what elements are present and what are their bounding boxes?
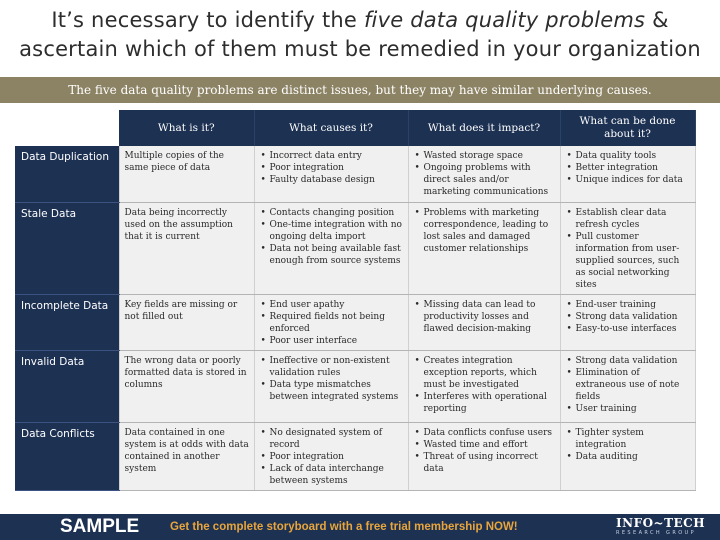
bullet-item: • Wasted time and effort bbox=[424, 439, 556, 451]
title-line1-italic: five data quality problems bbox=[363, 8, 646, 32]
table-row bbox=[15, 202, 695, 294]
table-row bbox=[15, 350, 695, 422]
table-row bbox=[15, 294, 695, 350]
bullet-item: • Incorrect data entry bbox=[270, 150, 404, 162]
header-causes: What causes it? bbox=[254, 110, 408, 146]
bullet-item: • End user apathy bbox=[270, 299, 404, 311]
bullet-item: • Data not being available fast enough from source systems bbox=[270, 243, 404, 267]
title-line1-start: It’s necessary to identify the bbox=[51, 8, 364, 32]
bullet-list bbox=[414, 150, 556, 198]
bullet-list bbox=[566, 150, 691, 186]
bullet-item: • Wasted storage space bbox=[424, 150, 556, 162]
bullet-item: • No designated system of record bbox=[270, 427, 404, 451]
row-problem-name: Data Duplication bbox=[15, 146, 119, 202]
footer-bar bbox=[0, 514, 720, 540]
bullet-item: • Problems with marketing correspondence, leading to lost sales and damaged customer relationships bbox=[424, 207, 556, 255]
bullet-item: • Poor integration bbox=[270, 162, 404, 174]
slide-title bbox=[0, 6, 720, 64]
row-impact-cell bbox=[408, 202, 560, 294]
company-logo bbox=[616, 517, 712, 537]
sample-label: SAMPLE bbox=[60, 516, 140, 537]
bullet-list bbox=[566, 427, 691, 463]
bullet-list bbox=[414, 299, 556, 335]
bullet-item: • Easy-to-use interfaces bbox=[576, 323, 691, 335]
bullet-item: • Ongoing problems with direct sales and/or marketing communications bbox=[424, 162, 556, 198]
row-remedies-cell bbox=[560, 202, 695, 294]
row-remedies-cell bbox=[560, 294, 695, 350]
bullet-item: • Elimination of extraneous use of note fields bbox=[576, 367, 691, 403]
logo-wordmark: INFO~TECH bbox=[616, 516, 706, 530]
bullet-item: • Interferes with operational reporting bbox=[424, 391, 556, 415]
row-impact-cell bbox=[408, 422, 560, 490]
row-problem-name: Incomplete Data bbox=[15, 294, 119, 350]
logo-tagline: RESEARCH GROUP bbox=[616, 530, 697, 536]
row-impact-cell bbox=[408, 350, 560, 422]
bullet-item: • End-user training bbox=[576, 299, 691, 311]
bullet-list bbox=[260, 299, 404, 347]
header-impact: What does it impact? bbox=[408, 110, 560, 146]
row-remedies-cell bbox=[560, 350, 695, 422]
bullet-item: • Poor integration bbox=[270, 451, 404, 463]
row-remedies-cell bbox=[560, 146, 695, 202]
bullet-item: • Data conflicts confuse users bbox=[424, 427, 556, 439]
row-remedies-cell bbox=[560, 422, 695, 490]
row-causes-cell bbox=[254, 422, 408, 490]
bullet-item: • Poor user interface bbox=[270, 335, 404, 347]
row-causes-cell bbox=[254, 202, 408, 294]
table-row bbox=[15, 422, 695, 490]
row-impact-cell bbox=[408, 146, 560, 202]
row-definition: Multiple copies of the same piece of data bbox=[119, 146, 254, 202]
bullet-item: • Tighter system integration bbox=[576, 427, 691, 451]
bullet-item: • Threat of using incorrect data bbox=[424, 451, 556, 475]
bullet-item: • Contacts changing position bbox=[270, 207, 404, 219]
bullet-list bbox=[260, 150, 404, 186]
bullet-item: • Strong data validation bbox=[576, 311, 691, 323]
bullet-item: • Lack of data interchange between systems bbox=[270, 463, 404, 487]
bullet-item: • Required fields not being enforced bbox=[270, 311, 404, 335]
data-quality-table bbox=[15, 110, 696, 491]
row-impact-cell bbox=[408, 294, 560, 350]
bullet-item: • One-time integration with no ongoing delta import bbox=[270, 219, 404, 243]
bullet-item: • Faulty database design bbox=[270, 174, 404, 186]
bullet-list bbox=[414, 207, 556, 255]
header-what: What is it? bbox=[119, 110, 254, 146]
bullet-item: • Establish clear data refresh cycles bbox=[576, 207, 691, 231]
row-causes-cell bbox=[254, 350, 408, 422]
title-line2: ascertain which of them must be remedied in your organization bbox=[19, 37, 701, 61]
row-definition: Key fields are missing or not filled out bbox=[119, 294, 254, 350]
bullet-list bbox=[260, 355, 404, 403]
subtitle-banner: The five data quality problems are distinct issues, but they may have similar underlying causes. bbox=[0, 77, 720, 103]
row-causes-cell bbox=[254, 146, 408, 202]
header-corner bbox=[15, 110, 119, 146]
bullet-list bbox=[414, 355, 556, 415]
bullet-item: • Ineffective or non-existent validation rules bbox=[270, 355, 404, 379]
promo-link[interactable]: Get the complete storyboard with a free trial membership NOW! bbox=[170, 521, 518, 533]
bullet-list bbox=[260, 207, 404, 267]
bullet-item: • Unique indices for data bbox=[576, 174, 691, 186]
bullet-item: • Creates integration exception reports, which must be investigated bbox=[424, 355, 556, 391]
bullet-item: • User training bbox=[576, 403, 691, 415]
row-causes-cell bbox=[254, 294, 408, 350]
bullet-item: • Missing data can lead to productivity losses and flawed decision-making bbox=[424, 299, 556, 335]
bullet-item: • Data type mismatches between integrated systems bbox=[270, 379, 404, 403]
table-row bbox=[15, 146, 695, 202]
row-definition: Data contained in one system is at odds with data contained in another system bbox=[119, 422, 254, 490]
bullet-item: • Data quality tools bbox=[576, 150, 691, 162]
bullet-item: • Data auditing bbox=[576, 451, 691, 463]
row-problem-name: Data Conflicts bbox=[15, 422, 119, 490]
row-problem-name: Invalid Data bbox=[15, 350, 119, 422]
bullet-item: • Pull customer information from user-supplied sources, such as social networking sites bbox=[576, 231, 691, 291]
bullet-list bbox=[566, 355, 691, 415]
bullet-item: • Strong data validation bbox=[576, 355, 691, 367]
title-line1-end: & bbox=[645, 8, 669, 32]
row-definition: The wrong data or poorly formatted data is stored in columns bbox=[119, 350, 254, 422]
table-body bbox=[15, 146, 695, 490]
table-header-row bbox=[15, 110, 695, 146]
bullet-list bbox=[566, 299, 691, 335]
bullet-item: • Better integration bbox=[576, 162, 691, 174]
bullet-list bbox=[566, 207, 691, 291]
header-remedies: What can be done about it? bbox=[560, 110, 695, 146]
bullet-list bbox=[414, 427, 556, 475]
row-problem-name: Stale Data bbox=[15, 202, 119, 294]
row-definition: Data being incorrectly used on the assumption that it is current bbox=[119, 202, 254, 294]
bullet-list bbox=[260, 427, 404, 487]
